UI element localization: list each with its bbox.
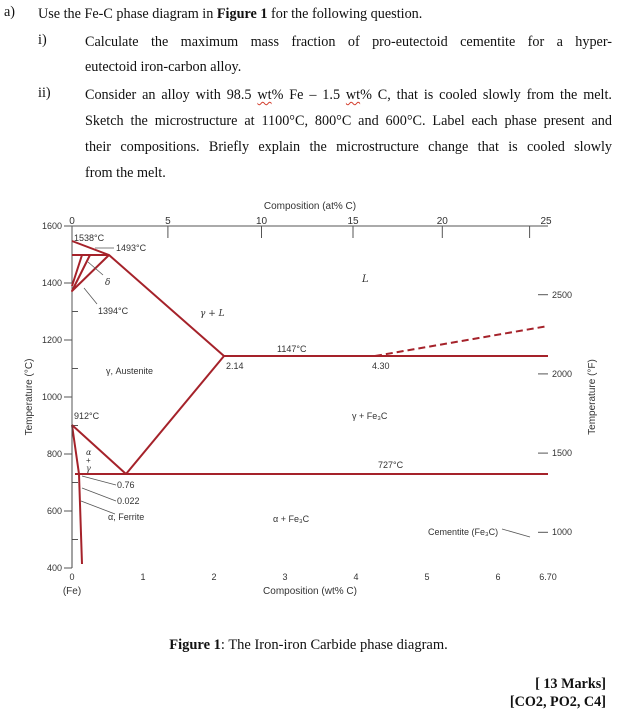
bottom-tick-6: 6 <box>495 572 501 582</box>
ii-line1-a: Consider an alloy with 98.5 <box>85 87 258 103</box>
intro-after: for the following question. <box>267 6 423 22</box>
right-tick-2500: 2500 <box>552 290 573 300</box>
sub-question-i-number: i) <box>38 32 47 48</box>
label-1394: 1394°C <box>98 306 129 316</box>
label-430: 4.30 <box>372 361 390 371</box>
ferrite-solvus <box>72 425 82 564</box>
left-axis-title: Temperature (°C) <box>24 358 35 436</box>
sub-question-ii-line3: their compositions. Briefly explain the microstructure change that is cooled slowly <box>85 139 612 155</box>
left-tick-1000: 1000 <box>41 392 62 402</box>
label-1493: 1493°C <box>116 243 147 253</box>
intro-before: Use the Fe-C phase diagram in <box>38 6 217 22</box>
label-cementite: Cementite (Fe₃C) <box>428 527 499 537</box>
bottom-tick-5: 5 <box>424 572 430 582</box>
sub-question-i-line1: Calculate the maximum mass fraction of pro-eutectoid cementite for a hyper- <box>85 34 612 50</box>
top-tick-5: 5 <box>165 216 171 227</box>
ii-wt-1: wt <box>257 87 272 103</box>
left-tick-400: 400 <box>46 563 62 573</box>
sub-question-ii-line1 <box>85 85 612 105</box>
label-alpha-fe3c: α + Fe₃C <box>273 514 310 524</box>
top-tick-15: 15 <box>347 216 359 227</box>
label-1147: 1147°C <box>277 344 307 354</box>
caption-figure-label: Figure 1 <box>169 637 221 653</box>
liquidus-left <box>72 241 375 356</box>
caption-text: : The Iron-iron Carbide phase diagram. <box>220 637 448 653</box>
right-tick-1000: 1000 <box>552 527 573 537</box>
bottom-tick-670: 6.70 <box>539 572 557 582</box>
bottom-tick-4: 4 <box>353 572 359 582</box>
label-gamma-small: γ <box>86 464 91 473</box>
intro-figure-ref: Figure 1 <box>216 6 268 22</box>
label-liquid: L <box>362 274 369 285</box>
bottom-axis-title: Composition (wt% C) <box>263 586 357 597</box>
phase-diagram-svg <box>20 196 600 604</box>
marks-outcomes: [CO2, PO2, C4] <box>509 694 606 710</box>
a3-line <box>72 425 126 474</box>
right-tick-1500: 1500 <box>552 448 573 458</box>
label-214: 2.14 <box>226 361 244 371</box>
label-austenite: γ, Austenite <box>106 366 154 376</box>
label-plus-small: + <box>86 456 91 465</box>
top-tick-0: 0 <box>69 216 75 227</box>
bottom-tick-0: 0 <box>69 572 75 582</box>
marks-total: [ 13 Marks] <box>535 676 606 692</box>
left-tick-1600: 1600 <box>41 221 62 231</box>
sub-question-ii-line2: Sketch the microstructure at 1100°C, 800°C and 600°C. Label each phase present and <box>85 113 612 129</box>
ii-wt-2: wt <box>345 87 361 103</box>
left-tick-1200: 1200 <box>41 335 62 345</box>
delta-gamma-boundary <box>72 255 109 291</box>
left-tick-600: 600 <box>46 506 62 516</box>
bottom-axis-sub: (Fe) <box>62 586 82 597</box>
question-intro <box>38 4 422 24</box>
right-axis-title: Temperature (°F) <box>587 359 598 435</box>
leader-lines <box>81 248 530 537</box>
label-1538: 1538°C <box>74 233 105 243</box>
left-tick-800: 800 <box>46 449 62 459</box>
label-ferrite: α, Ferrite <box>108 512 145 522</box>
liquidus-right-dashed <box>375 326 548 356</box>
top-tick-20: 20 <box>436 216 448 227</box>
label-gamma-fe3c: γ + Fe₃C <box>352 411 388 421</box>
label-gamma-plus-l: γ + L <box>200 309 225 319</box>
sub-question-ii-line4: from the melt. <box>85 165 166 181</box>
top-tick-25: 25 <box>540 216 552 227</box>
top-tick-10: 10 <box>255 216 268 227</box>
label-alpha-small: α <box>86 448 92 457</box>
bottom-tick-1: 1 <box>140 572 146 582</box>
right-tick-2000: 2000 <box>552 369 573 379</box>
left-tick-1400: 1400 <box>41 278 62 288</box>
ii-line1-b: % Fe – 1.5 <box>271 87 346 103</box>
part-label: a) <box>4 4 16 20</box>
bottom-tick-2: 2 <box>211 572 217 582</box>
figure-caption <box>0 637 617 654</box>
bottom-tick-3: 3 <box>282 572 288 582</box>
label-076: 0.76 <box>117 480 135 490</box>
ii-line1-c: % C, that is cooled slowly from the melt. <box>360 87 612 103</box>
label-727: 727°C <box>378 460 404 470</box>
top-axis-title: Composition (at% C) <box>263 201 357 212</box>
label-delta: δ <box>105 278 111 288</box>
label-912: 912°C <box>74 411 100 421</box>
sub-question-ii-number: ii) <box>38 85 51 101</box>
label-0022: 0.022 <box>117 496 140 506</box>
sub-question-i-line2: eutectoid iron-carbon alloy. <box>85 59 242 75</box>
phase-diagram-figure <box>20 196 600 604</box>
